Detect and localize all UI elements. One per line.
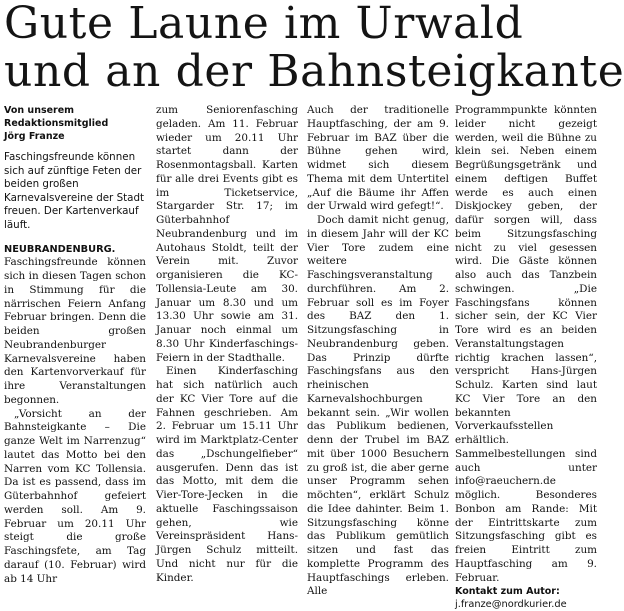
column-4 xyxy=(455,104,597,611)
headline-line-2: und an der Bahnsteigkante xyxy=(4,46,624,97)
paragraph: Einen Kinderfasching hat sich natürlich auch der KC Vier Tore auf die Fahnen geschrieben. Am 2. Februar um 15.11 Uhr wird im Marktplatz-Center das „Dschungelfieber“ ausgerufen. Denn das ist das Motto, mit dem die Vier-Tore-Jecken in die aktuelle Faschingssaison gehen, wie Vereinspräsident Hans-Jürgen Schulz mitteilt. Und nicht nur für die Kinder. xyxy=(156,365,298,584)
byline-label: Von unserem Redaktionsmitglied xyxy=(4,105,109,129)
dateline: NEUBRANDENBURG. xyxy=(4,243,116,255)
column-2 xyxy=(156,104,298,584)
article-teaser: Faschingsfreunde können sich auf zünftige Feten der beiden großen Karnevalsvereine der Stadt freuen. Der Kartenverkauf läuft. xyxy=(4,151,145,231)
paragraph xyxy=(4,243,146,408)
column-3 xyxy=(307,104,449,598)
paragraph: zum Seniorenfasching geladen. Am 11. Februar wieder um 20.11 Uhr startet dann der Rosenmontagsball. Karten für alle drei Events gibt es im Ticketservice, Stargarder Str. 17; im Güterbahnhof Neubrandenburg und im Autohaus Stoldt, teilt der Verein mit. Zuvor organisieren die KC-Tollensia-Leute am 30. Januar um 8.30 und um 13.30 Uhr sowie am 31. Januar noch einmal um 8.30 Uhr Kinderfaschings-Feiern in der Stadthalle. xyxy=(156,104,298,364)
paragraph-text: Faschingsfreunde können sich in diesen Tagen schon in Stimmung für die närrischen Feiern Anfang Februar bringen. Denn die beiden großen Neubrandenburger Karnevalsvereine haben den Kartenvorverkauf für ihre Veranstaltungen begonnen. xyxy=(4,256,146,406)
article-headline xyxy=(4,0,624,97)
author-name: Jörg Franze xyxy=(4,131,65,142)
contact-label: Kontakt zum Autor: xyxy=(455,586,560,598)
headline-line-1: Gute Laune im Urwald xyxy=(4,0,524,49)
paragraph: „Vorsicht an der Bahnsteigkante – Die ganze Welt im Narrenzug“ lautet das Motto bei den Narren vom KC Tollensia. Da ist es passend, dass im Güterbahnhof gefeiert werden soll. Am 9. Februar um 20.11 Uhr steigt die große Faschingsfete, am Tag darauf (10. Februar) wird ab 14 Uhr xyxy=(4,407,146,585)
contact-email-link[interactable]: j.franze@nordkurier.de xyxy=(455,599,567,611)
paragraph: Auch der traditionelle Hauptfasching, der am 9. Februar im BAZ über die Bühne gehen wird, widmet sich diesem Thema mit dem Untertitel „Auf die Bäume ihr Affen der Urwald wird gefegt!“. xyxy=(307,104,449,213)
column-1 xyxy=(4,104,146,585)
paragraph: Doch damit nicht genug, in diesem Jahr will der KC Vier Tore zudem eine weitere Faschingsveranstaltung durchführen. Am 2. Februar soll es im Foyer des BAZ den 1. Sitzungsfasching in Neubrandenburg geben. Das Prinzip dürfte Faschingsfans aus den rheinischen Karnevalshochburgen bekannt sein. „Wir wollen das Publikum bedienen, denn der Trubel im BAZ mit über 1000 Besuchern zu groß ist, die aber gerne unser Programm sehen möchten“, erklärt Schulz die Idee dahinter. Beim 1. Sitzungsfasching könne das Publikum gemütlich sitzen und fast das komplette Programm des Hauptfaschings erleben. Alle xyxy=(307,214,449,598)
paragraph: Programmpunkte könnten leider nicht gezeigt werden, weil die Bühne zu klein sei. Neben einem Begrüßungsgetränk und einem deftigen Buffet werde es auch einen Diskjockey geben, der dafür sorgen will, dass beim Sitzungsfasching nicht zu viel gesessen wird. Die Gäste können also auch das Tanzbein schwingen. „Die Faschingsfans können sicher sein, der KC Vier Tore wird es an beiden Veranstaltungstagen richtig krachen lassen“, verspricht Hans-Jürgen Schulz. Karten sind laut KC Vier Tore an den bekannten Vorverkaufsstellen erhältlich. Sammelbestellungen sind auch unter info@raeuchern.de möglich. Besonderes Bonbon am Rande: Mit der Eintrittskarte zum Sitzungsfasching gibt es freien Eintritt zum Hauptfasching am 9. Februar. xyxy=(455,104,597,584)
